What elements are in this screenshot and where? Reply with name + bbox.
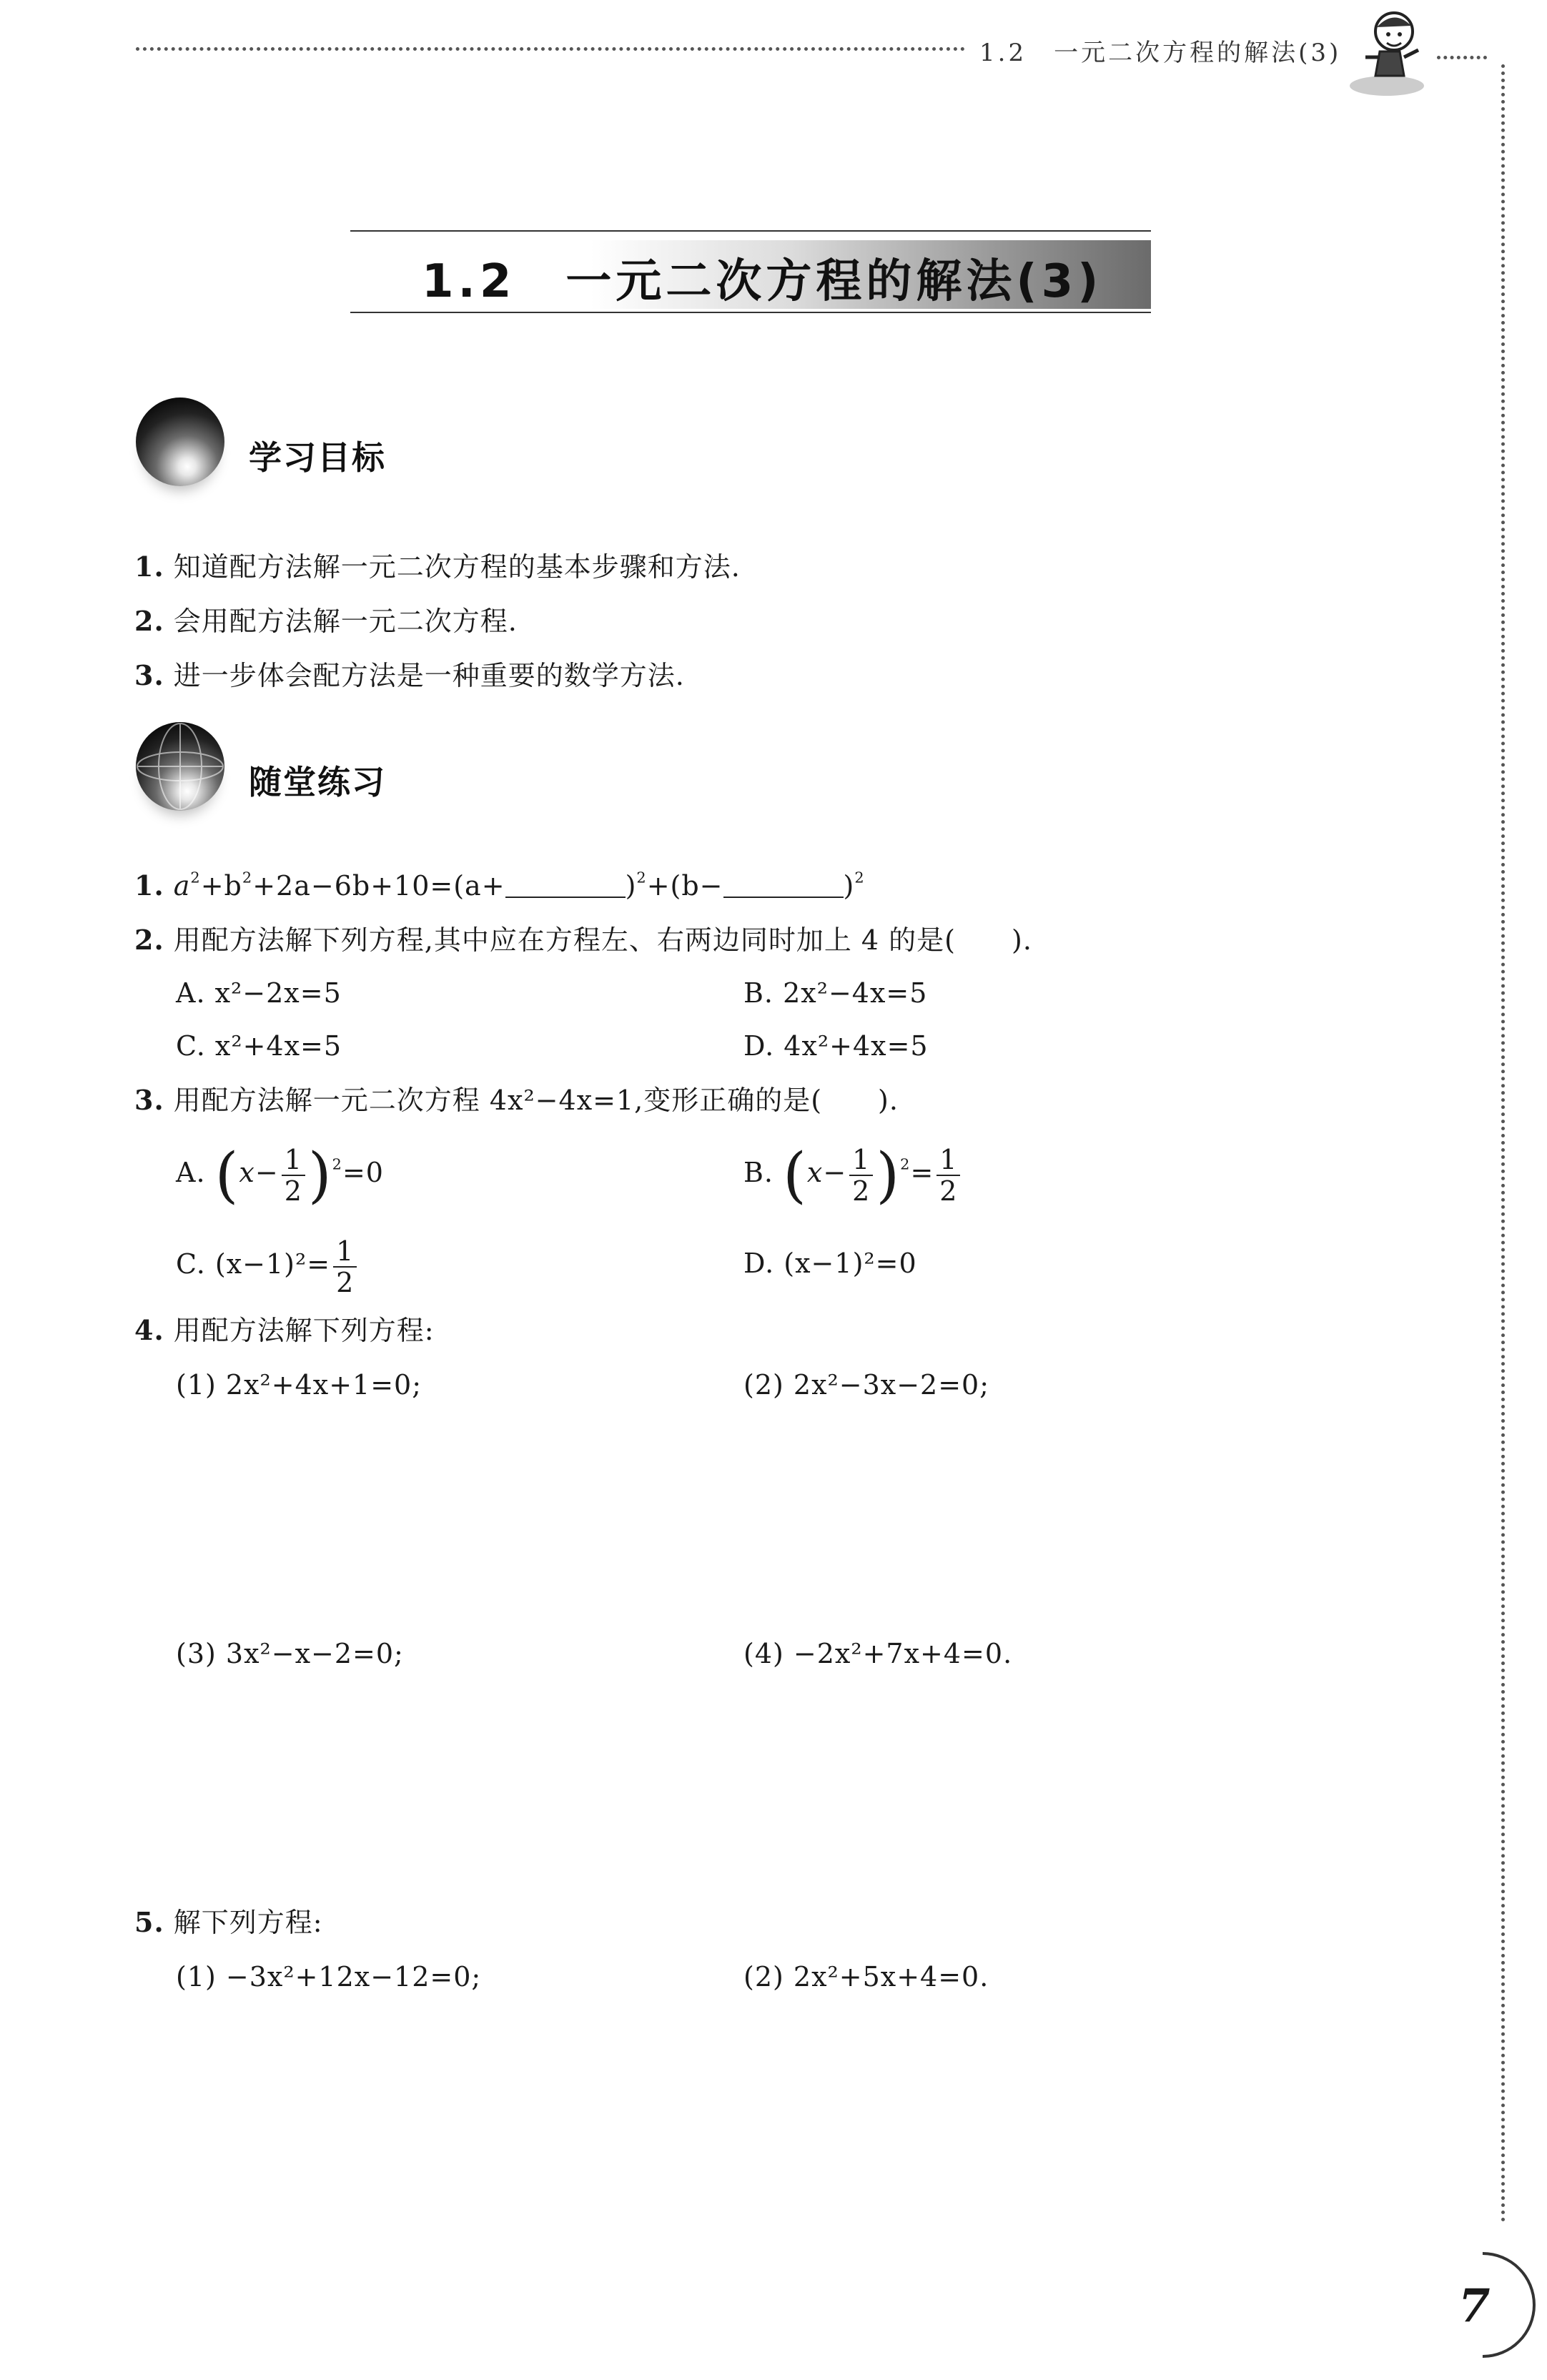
answer-blank[interactable] [505,872,626,898]
cartoon-mascot-icon [1344,7,1430,100]
page-title: 1.2 一元二次方程的解法(3) [422,255,1103,308]
title-bottom-rule [350,312,1151,313]
q3-option-b[interactable]: B. (x− $\frac{1}{2}$ )$^2$= $\frac{1}{2}$ [743,1138,963,1207]
q4-part-4: (4) −2x²+7x+4=0. [743,1638,1013,1669]
question-3: 3. 用配方法解一元二次方程 4x²−4x=1,变形正确的是( ). [134,1084,899,1116]
practice-globe-icon [136,722,224,811]
q4-part-2: (2) 2x²−3x−2=0; [743,1369,990,1401]
q3-option-c[interactable]: C. (x−1)²= $\frac{1}{2}$ [176,1230,360,1298]
q2-option-b[interactable]: B. 2x²−4x=5 [743,977,928,1009]
question-1: 1. $a^2+b^2+2a-6b+10=(a+ )^2+(b- )^2$ [134,869,865,902]
practice-heading: 随堂练习 [249,763,386,801]
header-dotted-rule-right [1437,56,1487,59]
answer-blank[interactable] [723,872,844,898]
margin-dotted-rule [1501,64,1505,2223]
title-top-rule [350,230,1151,232]
q5-part-1: (1) −3x²+12x−12=0; [176,1961,482,1993]
q3-option-a[interactable]: A. (x− $\frac{1}{2}$ )$^2$=0 [176,1140,384,1210]
page-number: 7 [1458,2279,1491,2333]
goals-sphere-icon [136,398,224,486]
goal-item: 2. 会用配方法解一元二次方程. [134,605,518,637]
question-4: 4. 用配方法解下列方程: [134,1314,435,1346]
question-5: 5. 解下列方程: [134,1906,323,1938]
q3-option-d[interactable]: D. (x−1)²=0 [743,1248,917,1279]
q2-option-a[interactable]: A. x²−2x=5 [176,977,342,1009]
q4-part-3: (3) 3x²−x−2=0; [176,1638,404,1669]
goals-heading: 学习目标 [249,438,386,477]
header-dotted-rule [136,47,965,51]
q5-part-2: (2) 2x²+5x+4=0. [743,1961,989,1993]
question-2: 2. 用配方法解下列方程,其中应在方程左、右两边同时加上 4 的是( ). [134,924,1032,956]
goal-item: 1. 知道配方法解一元二次方程的基本步骤和方法. [134,550,741,583]
running-header-title: 1.2 一元二次方程的解法(3) [979,39,1342,67]
q2-option-c[interactable]: C. x²+4x=5 [176,1030,342,1062]
goal-item: 3. 进一步体会配方法是一种重要的数学方法. [134,659,685,691]
q2-option-d[interactable]: D. 4x²+4x=5 [743,1030,929,1062]
q4-part-1: (1) 2x²+4x+1=0; [176,1369,422,1401]
